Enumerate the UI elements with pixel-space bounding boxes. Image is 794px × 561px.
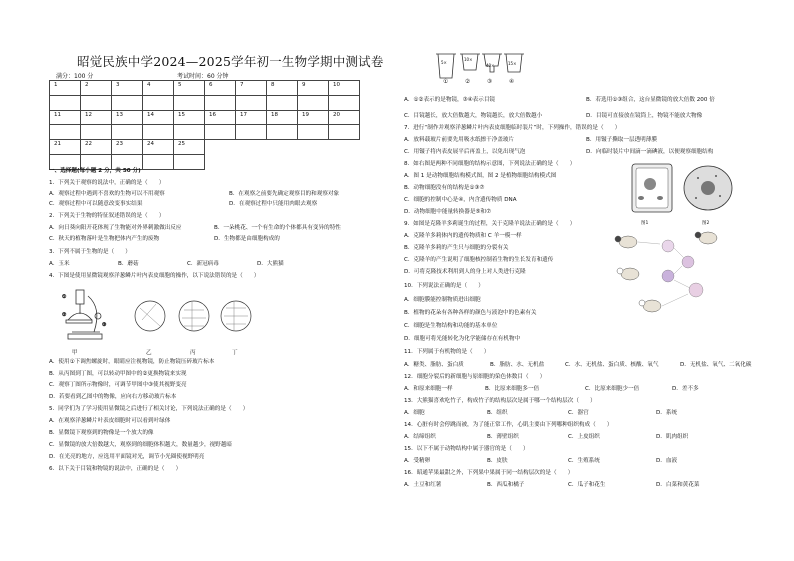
option-9d: D．可将克隆技术利用到人的身上对人类进行克隆 <box>404 269 526 275</box>
exam-time: 考试时间：60 分钟 <box>177 73 229 80</box>
eyepiece-icon <box>438 54 454 78</box>
figure-label: 丁 <box>232 350 238 356</box>
question-3: 3．下列不属于生物的是（ ） <box>49 249 131 255</box>
option-6c: C．目镜越长，放大倍数越大，物镜越长，放大倍数越小 <box>404 113 543 119</box>
option-15b: B．皮肤 <box>487 458 508 464</box>
option-15a: A．受精卵 <box>404 458 431 464</box>
score-grid <box>49 80 360 170</box>
option-8a: A．图 1 是动物细胞结构模式图，图 2 是植物细胞结构模式图 <box>404 173 557 179</box>
option-1a: A．观察过程中遇到不喜欢的生物可以不用观察 <box>49 191 165 197</box>
score-cell: 23 <box>112 140 143 155</box>
option-14c: C．上皮组织 <box>568 434 600 440</box>
option-13c: C．器官 <box>568 410 589 416</box>
score-cell: 20 <box>329 110 360 125</box>
lens-number: ① <box>443 79 449 85</box>
question-11: 11．下列属于有机物的是（ ） <box>404 349 490 355</box>
score-cell: 21 <box>50 140 81 155</box>
lens-mag: 5× <box>441 60 447 65</box>
option-9b: B．克隆羊多莉的产生只与细胞的分裂有关 <box>404 245 509 251</box>
figure-label: 丙 <box>190 350 196 356</box>
score-cell: 5 <box>174 81 205 96</box>
option-8d: D．动物细胞中能量转换器是⑤和⑦ <box>404 209 492 215</box>
lens-number: ② <box>465 79 471 85</box>
lens-mag: 15× <box>508 61 517 66</box>
option-11c: C．水、无机盐、蛋白质、核酸、氧气 <box>565 362 659 368</box>
blank-cell <box>329 140 360 155</box>
question-2: 2．下列关于生物的特征叙述错误的是（ ） <box>49 213 165 219</box>
option-11a: A．糖类、脂肪、蛋白质 <box>404 362 464 368</box>
score-box <box>174 125 205 140</box>
option-11d: D．无机盐、氧气、二氧化碳 <box>680 362 752 368</box>
option-7b: B．用镊子撕取一层透明薄膜 <box>586 137 657 143</box>
question-10: 10．下列说法正确的是（ ） <box>404 283 484 289</box>
option-16a: A．土豆和红薯 <box>404 482 442 488</box>
cloning-figure <box>612 228 728 320</box>
question-6: 6．以下关于目镜和物镜的说法中，正确的是（ ） <box>49 466 182 472</box>
option-1b: B．在观察之前要先确定观察目的和观察对象 <box>229 191 340 197</box>
option-5a: A．在观察洋葱鳞片叶表皮细胞时可以看到叶绿体 <box>49 418 171 424</box>
option-1c: C．观察过程中可以随意改变事实结果 <box>49 201 143 207</box>
lens-mag: 40× <box>486 63 495 68</box>
blank-cell <box>298 140 329 155</box>
score-box <box>236 95 267 110</box>
figure-label: 甲 <box>72 350 78 356</box>
score-cell: 18 <box>267 110 298 125</box>
score-box <box>267 95 298 110</box>
option-10a: A．细胞膜能控制物质进出细胞 <box>404 297 481 303</box>
option-10b: B．植物的花朵有各种各样的颜色与液泡中的色素有关 <box>404 310 537 316</box>
option-4a: A．使用①下调焦螺旋时，眼睛应注视物镜，防止物镜压碎玻片标本 <box>49 359 215 365</box>
question-9: 9．如图是克隆羊多莉诞生的过程，关于克隆羊说法正确的是（ ） <box>404 221 576 227</box>
score-box <box>81 125 112 140</box>
score-cell: 7 <box>236 81 267 96</box>
score-cell: 6 <box>205 81 236 96</box>
plant-cell-icon <box>632 164 672 212</box>
option-14a: A．结缔组织 <box>404 434 436 440</box>
blank-cell <box>267 140 298 155</box>
question-13: 13．大熊猫喜欢吃竹子，构成竹子的结构层次是属于哪一个结构层次（ ） <box>404 398 596 404</box>
score-box <box>329 95 360 110</box>
lens-number: ③ <box>487 79 493 85</box>
option-8c: C．细胞的控制中心是④，内含遗传物质 DNA <box>404 197 517 203</box>
full-score: 满分：100 分 <box>56 73 94 80</box>
egg-cell-icon <box>662 240 703 297</box>
figure-label: 乙 <box>146 350 152 356</box>
option-5d: D．在光亮的地方，应选用平面镜对光，调节小光圈使视野明亮 <box>49 454 205 460</box>
option-3a: A．玉米 <box>49 261 70 267</box>
option-15c: C．生殖系统 <box>568 458 600 464</box>
option-10d: D．细胞可将光能转化为化学能储存在有机物中 <box>404 336 521 342</box>
score-box <box>50 125 81 140</box>
figure-1-label: 图1 <box>641 221 649 226</box>
microscope-icon <box>66 290 102 339</box>
option-1d: D．在观察过程中只能用肉眼去观察 <box>229 201 318 207</box>
score-cell: 2 <box>81 81 112 96</box>
figure-2-label: 图2 <box>702 221 710 226</box>
score-cell: 1 <box>50 81 81 96</box>
score-box <box>174 95 205 110</box>
score-box <box>205 95 236 110</box>
option-9a: A．克隆羊多莉体内的遗传物质和 C 羊一模一样 <box>404 233 522 239</box>
question-12: 12．细胞分裂后的新细胞与原细胞的染色体数目（ ） <box>404 374 546 380</box>
blank-cell <box>205 154 236 169</box>
option-10c: C．细胞是生物结构和功能的基本单位 <box>404 323 498 329</box>
svg-text:③: ③ <box>102 322 107 328</box>
question-4: 4．下图是使用显微镜观察洋葱鳞片叶内表皮细胞的操作，以下说法错误的是（ ） <box>49 273 260 279</box>
score-box <box>81 95 112 110</box>
option-16d: D．白菜和黄花菜 <box>656 482 700 488</box>
question-1: 1．下列关于观察的说法中，正确的是（ ） <box>49 180 165 186</box>
score-cell: 19 <box>298 110 329 125</box>
score-cell: 10 <box>329 81 360 96</box>
option-13b: B．组织 <box>487 410 508 416</box>
score-cell: 17 <box>236 110 267 125</box>
blank-cell <box>205 140 236 155</box>
question-14: 14．心脏有时会停跳而被，为了能正常工作，心肌主要由下列哪种组织构成（ ） <box>404 422 613 428</box>
option-2a: A．向日葵向阳开花体现了生物能对外界刺激做出反应 <box>49 225 182 231</box>
option-12c: C．比原来细胞少一倍 <box>585 386 640 392</box>
score-box <box>174 154 205 169</box>
score-cell: 14 <box>143 110 174 125</box>
score-box <box>298 125 329 140</box>
option-6a: A．①②表示的是物镜，③④表示目镜 <box>404 97 496 103</box>
option-7a: A．放料载玻片前要先用吸水纸擦干净盖玻片 <box>404 137 515 143</box>
svg-text:①: ① <box>62 294 67 300</box>
score-box <box>112 125 143 140</box>
option-2b: B．一朵桃花、一个有生命的个体都具有变异的特性 <box>214 225 341 231</box>
animal-cell-icon <box>684 166 732 210</box>
option-11b: B．脂肪、水、无机盐 <box>490 362 545 368</box>
option-14b: B．薄壁组织 <box>487 434 519 440</box>
option-2c: C．秋天的植物落叶是生物把体内产生的废物 <box>49 236 160 242</box>
option-5b: B．显微镜下观察到的物像是一个放大的像 <box>49 430 154 436</box>
score-cell: 16 <box>205 110 236 125</box>
score-cell: 24 <box>143 140 174 155</box>
option-2d: D．生物都是由细胞构成的 <box>214 236 280 242</box>
score-box <box>143 154 174 169</box>
score-box <box>205 125 236 140</box>
score-cell: 11 <box>50 110 81 125</box>
lens-mag: 10× <box>464 57 473 62</box>
score-cell: 3 <box>112 81 143 96</box>
score-cell: 4 <box>143 81 174 96</box>
score-box <box>143 95 174 110</box>
blank-cell <box>329 154 360 169</box>
option-7d: D．向临时装片中间滴一滴碘液，以便观察细胞结构 <box>586 149 714 155</box>
option-5c: C．显微镜的放大倍数越大，观察到的细胞体积越大，数量越少，视野越暗 <box>49 442 232 448</box>
blank-cell <box>236 154 267 169</box>
score-cell: 8 <box>267 81 298 96</box>
option-12a: A．和原来细胞一样 <box>404 386 453 392</box>
microscope-figure <box>58 286 268 350</box>
score-box <box>267 125 298 140</box>
question-8: 8．如右图是两种不同细胞的结构示意图，下列说法正确的是（ ） <box>404 161 576 167</box>
cell-figures <box>628 160 738 222</box>
option-16c: C．瓜子和花生 <box>568 482 606 488</box>
option-7c: C．用镊子将内表皮展平后再盖上，以免出现气泡 <box>404 149 526 155</box>
question-7: 7．进行“制作并观察洋葱鳞片叶内表皮细胞临时装片”时，下列操作，错误的是（ ） <box>404 125 621 131</box>
option-8b: B．动物细胞没有的结构是①③⑦ <box>404 185 485 191</box>
option-4b: B．从丙图到丁图，可以转动甲图中的②更换物镜来实现 <box>49 371 187 377</box>
option-4c: C．观察丁图所示物像时，可调节甲图中③使其视野变亮 <box>49 382 187 388</box>
option-12d: D．差不多 <box>672 386 699 392</box>
score-box <box>50 95 81 110</box>
option-6d: D．目镜可直接放在镜筒上，物镜不能放大物像 <box>586 113 703 119</box>
option-13a: A．细胞 <box>404 410 425 416</box>
option-12b: B．比原来细胞多一倍 <box>485 386 540 392</box>
option-15d: D．血液 <box>656 458 678 464</box>
option-3d: D．大熊猫 <box>257 261 284 267</box>
question-15: 15．以下不属于动物结构中属于器官的是（ ） <box>404 446 529 452</box>
option-4d: D．若要看到乙图中的物像，应向右方移动玻片标本 <box>49 394 177 400</box>
option-16b: B．西瓜和橘子 <box>487 482 525 488</box>
score-cell: 15 <box>174 110 205 125</box>
score-cell: 13 <box>112 110 143 125</box>
score-cell: 25 <box>174 140 205 155</box>
blank-cell <box>267 154 298 169</box>
lens-number: ④ <box>509 79 515 85</box>
option-3b: B．蘑菇 <box>118 261 139 267</box>
option-3c: C．新冠病毒 <box>187 261 219 267</box>
page-title: 昭觉民族中学2024—2025学年初一生物学期中测试卷 <box>77 54 384 69</box>
blank-cell <box>298 154 329 169</box>
svg-text:②: ② <box>62 312 67 318</box>
score-cell: 9 <box>298 81 329 96</box>
score-box <box>298 95 329 110</box>
section-heading: 一、选择题(每小题 2 分，共 50 分) <box>49 168 141 174</box>
question-5: 5．同学们为了学习使用显微镜之后进行了相关讨论，下列说法正确的是（ ） <box>49 406 249 412</box>
score-box <box>329 125 360 140</box>
option-14d: D．肌肉组织 <box>656 434 689 440</box>
score-box <box>236 125 267 140</box>
score-cell: 12 <box>81 110 112 125</box>
option-13d: D．系统 <box>656 410 678 416</box>
score-box <box>112 95 143 110</box>
question-16: 16．昭通苹果最甜之外，下列果中果属于同一结构层次的是（ ） <box>404 470 574 476</box>
score-box <box>143 125 174 140</box>
option-9c: C．克隆羊的产生说明了细胞核控制着生物的生长发育和遗传 <box>404 257 554 263</box>
option-6b: B．若选用①③组合，这台显微镜的放大倍数 200 倍 <box>586 97 715 103</box>
score-cell: 22 <box>81 140 112 155</box>
blank-cell <box>236 140 267 155</box>
